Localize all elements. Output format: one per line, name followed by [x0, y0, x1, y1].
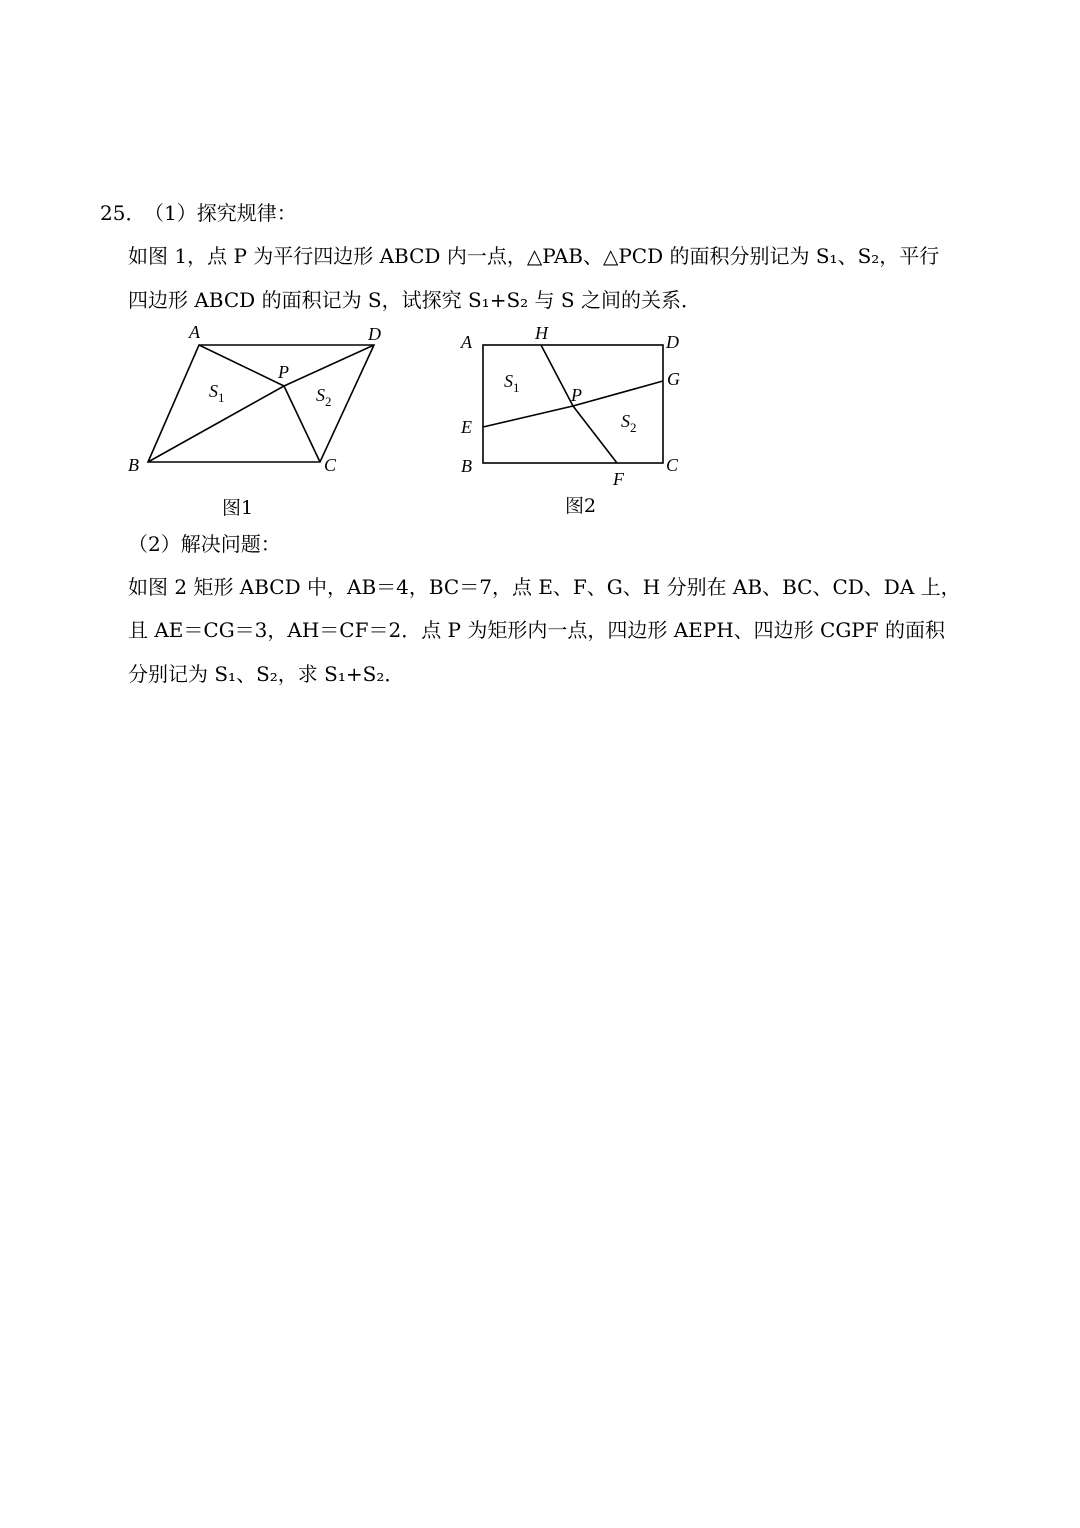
segment-pf [573, 406, 617, 463]
fig2-label-g: G [667, 369, 680, 389]
figure-2-rectangle [0, 0, 1080, 560]
fig1-label-p: P [278, 362, 289, 382]
fig2-label-b: B [461, 456, 472, 476]
figure-2-caption: 图2 [565, 495, 597, 517]
fig2-label-h: H [535, 323, 548, 343]
segment-pg [573, 381, 663, 406]
fig1-label-c: C [324, 455, 337, 475]
segment-hp [541, 345, 573, 406]
fig2-label-s2: $S_2$ [621, 411, 637, 435]
fig2-label-c: C [666, 455, 679, 475]
part1-title: （1）探究规律： [144, 201, 297, 225]
fig2-label-e: E [461, 417, 472, 437]
fig1-label-s2: $S_2$ [316, 385, 332, 409]
part2-title: （2）解决问题： [128, 532, 281, 556]
segment-ep [483, 406, 573, 427]
fig2-label-a: A [461, 332, 472, 352]
fig2-label-d: D [666, 332, 679, 352]
part2-text-line2: 且 AE＝CG＝3，AH＝CF＝2．点 P 为矩形内一点，四边形 AEPH、四边形 CGPF 的面积 [128, 618, 945, 642]
fig1-label-s1: $S_1$ [209, 381, 225, 405]
fig2-label-s1: $S_1$ [504, 371, 520, 395]
part2-text-line3: 分别记为 S₁、S₂，求 S₁+S₂． [128, 662, 405, 686]
fig2-label-f: F [613, 469, 624, 489]
figure-1-caption: 图1 [222, 497, 254, 519]
fig1-label-b: B [128, 455, 139, 475]
part2-text-line1: 如图 2 矩形 ABCD 中，AB＝4，BC＝7，点 E、F、G、H 分别在 AB、BC、CD、DA 上， [128, 575, 961, 599]
fig1-label-a: A [189, 322, 200, 342]
part1-text-line2: 四边形 ABCD 的面积记为 S，试探究 S₁+S₂ 与 S 之间的关系． [128, 288, 701, 312]
part1-text-line1: 如图 1，点 P 为平行四边形 ABCD 内一点，△PAB、△PCD 的面积分别记为 S₁、S₂，平行 [128, 244, 940, 268]
question-number: 25． [100, 201, 146, 225]
fig1-label-d: D [368, 324, 381, 344]
fig2-label-p: P [571, 385, 582, 405]
